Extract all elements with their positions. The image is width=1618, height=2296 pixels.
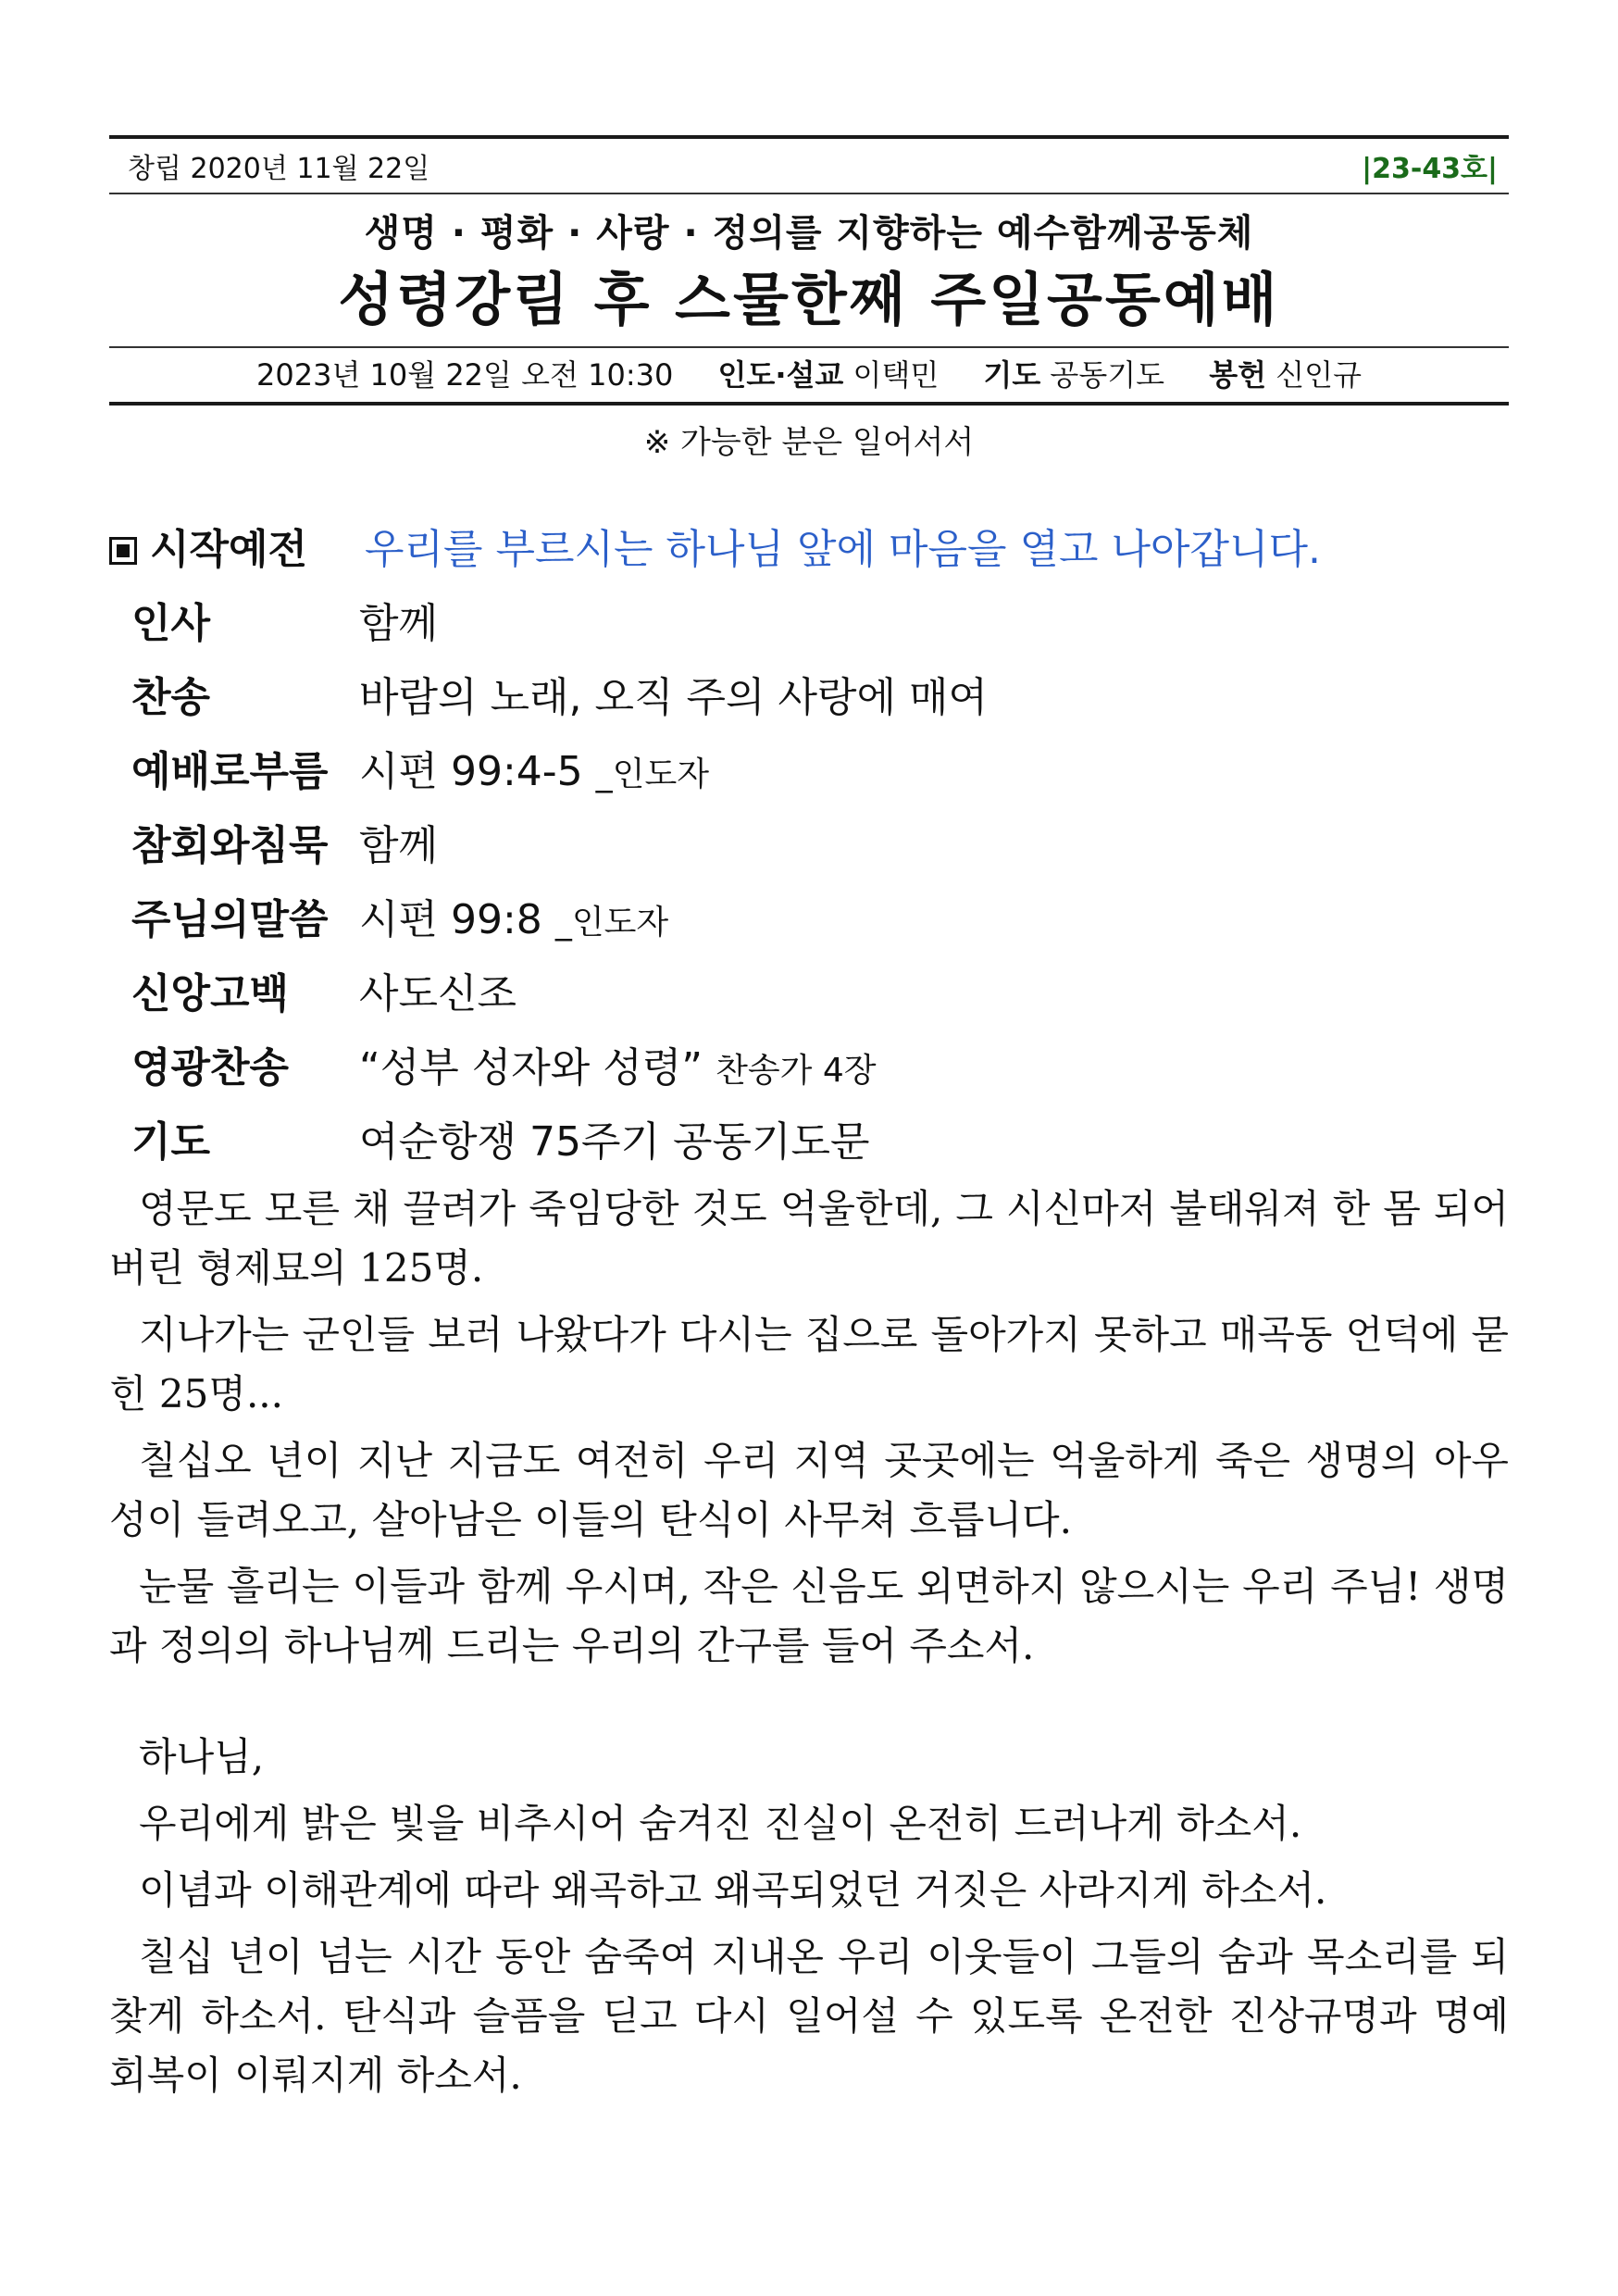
order-item xyxy=(109,587,1509,661)
order-item-label: 신앙고백 xyxy=(131,970,290,1017)
order-item xyxy=(109,1031,1509,1105)
worship-order xyxy=(109,513,1509,1179)
offering-name: 신인규 xyxy=(1276,357,1362,393)
order-item-value: 사도신조 xyxy=(359,970,517,1017)
order-item-label: 영광찬송 xyxy=(131,1044,290,1092)
community-motto: 생명 · 평화 · 사랑 · 정의를 지향하는 예수함께공동체 xyxy=(364,212,1254,255)
order-opening xyxy=(109,513,1509,587)
order-item xyxy=(109,661,1509,735)
prayer-paragraph: 하나님, xyxy=(139,1734,265,1779)
order-item xyxy=(109,957,1509,1031)
info-bottom-rule xyxy=(109,402,1509,406)
leader-label: 인도·설교 xyxy=(717,357,844,393)
order-item-label: 예배로부름 xyxy=(131,748,329,795)
prayer-paragraph: 눈물 흘리는 이들과 함께 우시며, 작은 신음도 외면하지 않으시는 우리 주님! 생명과 정의의 하나님께 드리는 우리의 간구를 들어 주소서. xyxy=(109,1564,1509,1668)
order-item xyxy=(109,883,1509,957)
prayer-text xyxy=(109,1179,1509,2105)
order-item-value: 함께 xyxy=(359,822,439,869)
opening-label: 시작예전 xyxy=(150,526,308,573)
prayer-role-label: 기도 xyxy=(983,357,1041,393)
order-item xyxy=(109,809,1509,883)
founded-date: 창립 2020년 11월 22일 xyxy=(128,153,430,185)
prayer-role-name: 공동기도 xyxy=(1050,357,1165,393)
issue-number: |23-43호| xyxy=(1362,153,1498,185)
header-divider xyxy=(109,193,1509,194)
order-item-label: 인사 xyxy=(131,600,211,647)
service-datetime: 2023년 10월 22일 오전 10:30 xyxy=(256,357,674,393)
offering-label: 봉헌 xyxy=(1209,357,1267,393)
prayer-paragraph: 칠십오 년이 지난 지금도 여전히 우리 지역 곳곳에는 억울하게 죽은 생명의 아우성이 들려오고, 살아남은 이들의 탄식이 사무쳐 흐릅니다. xyxy=(109,1438,1509,1542)
prayer-paragraph: 영문도 모른 채 끌려가 죽임당한 것도 억울한데, 그 시신마저 불태워져 한 몸 되어버린 형제묘의 125명. xyxy=(109,1186,1509,1291)
prayer-paragraph: 지나가는 군인들 보러 나왔다가 다시는 집으로 돌아가지 못하고 매곡동 언덕에 묻힌 25명... xyxy=(109,1312,1509,1416)
prayer-paragraph: 우리에게 밝은 빛을 비추시어 숨겨진 진실이 온전히 드러나게 하소서. xyxy=(139,1801,1302,1846)
leader-name: 이택민 xyxy=(853,357,940,393)
order-item-label: 주님의말씀 xyxy=(131,896,329,943)
order-item-value: 바람의 노래, 오직 주의 사랑에 매여 xyxy=(359,674,988,721)
order-item-extra: 찬송가 4장 xyxy=(716,1052,877,1090)
opening-text: 우리를 부르시는 하나님 앞에 마음을 열고 나아갑니다. xyxy=(365,526,1321,573)
order-item-value: 시편 99:4-5 xyxy=(359,748,583,795)
order-item-extra: _인도자 xyxy=(554,904,669,942)
order-item-value: 여순항쟁 75주기 공동기도문 xyxy=(359,1118,870,1166)
order-item-value: 함께 xyxy=(359,600,439,647)
order-item-label: 참회와침묵 xyxy=(131,822,329,869)
order-item xyxy=(109,735,1509,809)
prayer-paragraph: 칠십 년이 넘는 시간 동안 숨죽여 지내온 우리 이웃들이 그들의 숨과 목소리를 되찾게 하소서. 탄식과 슬픔을 딛고 다시 일어설 수 있도록 온전한 진상규명과 명예 회복이 이뤄지게 하소서. xyxy=(109,1934,1509,2098)
header-topline xyxy=(109,139,1509,193)
order-item-label: 찬송 xyxy=(131,674,211,721)
filled-square-icon xyxy=(109,537,137,565)
order-item-value: “성부 성자와 성령” xyxy=(359,1044,703,1092)
prayer-paragraph: 이념과 이해관계에 따라 왜곡하고 왜곡되었던 거짓은 사라지게 하소서. xyxy=(139,1867,1327,1913)
service-title: 성령강림 후 스물한째 주일공동예배 xyxy=(338,266,1280,333)
order-item-extra: _인도자 xyxy=(595,755,709,793)
order-item-value: 시편 99:8 xyxy=(359,896,542,943)
order-item-label: 기도 xyxy=(131,1118,211,1166)
service-info xyxy=(109,348,1509,402)
bulletin-page xyxy=(109,135,1509,2113)
standing-note: ※ 가능한 분은 일어서서 xyxy=(643,424,975,461)
order-item xyxy=(109,1105,1509,1179)
